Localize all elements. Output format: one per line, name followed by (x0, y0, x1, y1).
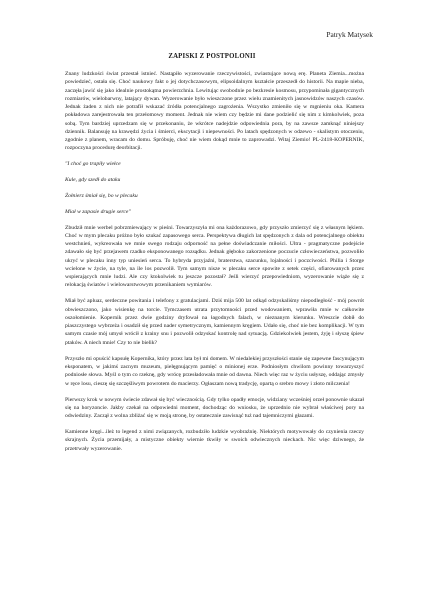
paragraph-kamienne-kregi: Kamienne kręgi...ileż to legend z nimi związanych, rozbudziło ludzkie wyobraźnię. Niektórych motywowały do czynienia rzeczy skrajnych. Życia przemijały, a mistyczne obiekty wiernie tkwiły w swoich odwiecznych nieckach. Nic więc dziwnego, że przetrwały wyzerowanie. (65, 429, 364, 452)
poem-line-3: Żołnierz śmiał się, bo w plecaku (65, 192, 138, 199)
paragraph-aplauz: Miał być apluaz, serdeczne powitania i telefony z gratulacjami. Dziś mija 500 lat odkąd odzyskaliśmy niepodległość - mój powrót obwieszczono, jako wisienkę na torcie. Tymczasem utrata przytomności przed wodowaniem, wprawiła mnie w całkowite oszołomienie. Kopernik przez dwie godziny dryfował na łagodnych falach, w nieznanym kierunku. Wreszcie dobił do piaszczystego wybrzeża i osadził się przed nader symetrycznym, kamiennym kręgiem. Udało się, choć nie bez komplikacji. W tym samym czasie mój umysł wrócił z krainy snu i pozwolił odzyskać kontrolę nad sytuacją. Gdziekolwiek jestem, żyję i słyszę śpiew ptaków. A niech mnie! Czy to nie bielik? (65, 298, 364, 346)
poem-line-4: Miał w zapasie drugie serce" (65, 208, 131, 215)
document-title: ZAPISKI Z POSTPOLONII (168, 53, 256, 60)
paragraph-werbel: Zbudził mnie werbel pobrzmiewający w pieśni. Towarzyszyła mi ona każdorazowo, gdy przyszło zmierzyć się z własnym lękiem. Choć w mym plecaku próżno było szukać zapasowego serca. Perspektywa długich lat spędzonych z dala od potencjalnego obiektu westchnień, wykreowała we mnie swego rodzaju odporność na pełne doświadczanie miłości. Ultra - pragmatyczne podejście zdawało się być przejawem rzadko eksponowanego rozsądku. Jednak głęboko zakorzenione poczucie człowieczeństwa, pozwoliło ukryć w plecaku inny typ uniesień serca. To hybryda przyjaźni, braterstwa, szacunku, lojalności i poczciwości. Philia i Storge wcielone w życie, na tyle, na ile los pozwolił. Tym samym nisze w plecaku serce spowite z setek części, ofiarowanych przez wspierających mnie ludzi. Ale czy ktokolwiek tu jeszcze pozostał? Jeśli wierzyć przepowiedniom, wyzerowanie wiąże się z relokacją światów i wielowarstwowym przenikaniem wymiarów. (65, 224, 364, 289)
paragraph-intro: Znany ludzkości świat przestał istnieć. Nastąpiło wyzerowanie rzeczywistości, zwiastujące nową erę. Planeta Ziemia...można powiedzieć, ostała się. Choć naukowy fakt o jej dotychczasowym, elipsoidalnym kształcie przeszedł do historii. Na mapie nieba, zaczęła jawić się jako idealnie prostokątna powierzchnia. Lewitując swobodnie po bezkresie kosmosu, przypominała gigantycznych rozmiarów, wielobarwny, latający dywan. Wyzerowanie było wieszczone przez wielu znamienitych jasnowidzów naszych czasów. Jednak żaden z nich nie potrafił wskazać źródła potencjalnego zagrożenia. Wszystko zmieniło się w mgnieniu oka. Kamera pokładowa zarejestrowała ten przełomowy moment. Jednak nie wiem czy będzie mi dane podzielić się nim z kimkolwiek, poza sobą. Tym bardziej uprzedzam się w przekonaniu, że wkrótce nadejdzie odpowiednia pora, by na zawsze zamknąć niniejszy dziennik. Balansuję na krawędzi życia i śmierci, ekscytacji i niepewności. Po latach spędzonych w odzewo - skalistym otoczeniu, zgodnie z planem, wracam do domu. Spróbuję, choć nie wiem dokąd mnie to zaprowadzi. Witaj Ziemio! PL-2418-KOPERNIK, rozpoczyna procedurę deorbitacji. (65, 71, 364, 152)
paragraph-kapsula: Przyszło mi opuścić kapsułę Kopernika, który przez lata był mi domem. W niedalekiej przyszłości stanie się zapewne fascynującym eksponatem, w jakimś zacnym muzeum, pielęgnującym pamięć o minionej erze. Podniosłym chwilom powinny towarzyszyć podniosłe słowa. Myśl o tym co rzeknę, gdy wrócę przesładowała mnie od dawna. Niech więc raz w życiu usłyszę, oddając zmysły w ręce losu, cieszę się szczęśliwym powrotem do macierzy. Ogłaszam nową tradycję, opartą o srebro mowy i złoto milczenia! (65, 355, 364, 387)
document-body (65, 70, 364, 461)
poem-line-2: Kule, gdy szedł do ataku (65, 177, 121, 184)
poem-line-1: "I choć go trapiły wiełce (65, 161, 121, 168)
paragraph-pierwszy-krok: Pierwszy krok w nowym świecie zdawał się być wiecznością. Gdy tylko opadły emocje, widziany wcześniej orzeł ponownie ukazał się na horyzoncie. Jakby czekał na odpowiedni moment, dochodząc do wniosku, że uprzednio nie wybrał właściwej pory na odwiedziny. Zaczął z wolna zbliżać się w moją stronę, by ostatecznie zawisnąć tuż nad tajemniczymi głazami. (65, 396, 364, 420)
author-name: Patryk Matysek (326, 30, 373, 39)
